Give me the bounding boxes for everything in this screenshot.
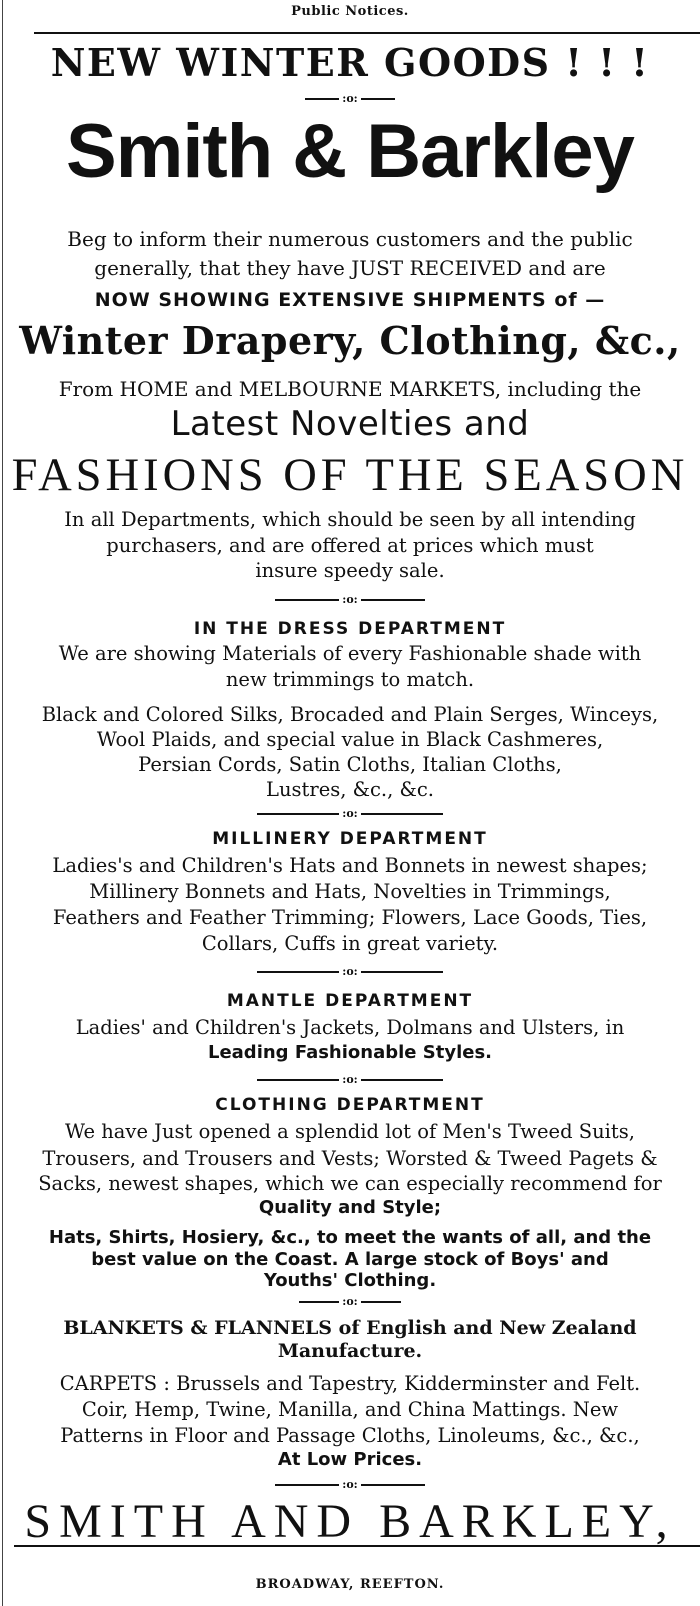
novelties-line: Latest Novelties and <box>170 404 530 444</box>
separator: :o: <box>10 1296 690 1308</box>
carpets-line: At Low Prices. <box>277 1449 423 1470</box>
dress-line: Persian Cords, Satin Cloths, Italian Cloths, <box>138 753 562 776</box>
dress-department-heading: IN THE DRESS DEPARTMENT <box>193 619 507 639</box>
carpets-line: CARPETS : Brussels and Tapestry, Kidderminster and Felt. <box>59 1372 641 1395</box>
separator: :o: <box>10 808 690 820</box>
separator: :o: <box>10 1479 690 1491</box>
headline: NEW WINTER GOODS ! ! ! <box>50 40 650 85</box>
millinery-line: Collars, Cuffs in great variety. <box>201 932 499 955</box>
mantle-line: Ladies' and Children's Jackets, Dolmans and Ulsters, in <box>75 1016 625 1039</box>
departments-intro-3: insure speedy sale. <box>255 559 445 582</box>
carpets-line: Patterns in Floor and Passage Cloths, Linoleums, &c., &c., <box>60 1424 640 1447</box>
separator: :o: <box>10 966 690 978</box>
dress-line: Lustres, &c., &c. <box>266 778 434 801</box>
dress-line: We are showing Materials of every Fashionable shade with <box>58 642 642 665</box>
column-rule <box>2 0 3 1606</box>
dress-line: Black and Colored Silks, Brocaded and Plain Serges, Winceys, <box>41 703 659 726</box>
millinery-line: Feathers and Feather Trimming; Flowers, Lace Goods, Ties, <box>52 906 648 929</box>
clothing-line: We have Just opened a splendid lot of Men's Tweed Suits, <box>65 1120 635 1143</box>
clothing-department-heading: CLOTHING DEPARTMENT <box>215 1095 485 1115</box>
section-header: Public Notices. <box>291 4 409 19</box>
dress-line: Wool Plaids, and special value in Black Cashmeres, <box>96 728 604 751</box>
mantle-line: Leading Fashionable Styles. <box>207 1042 493 1063</box>
departments-intro-1: In all Departments, which should be seen by all intending <box>64 508 636 531</box>
blankets-line: Manufacture. <box>277 1340 423 1362</box>
markets-line: From HOME and MELBOURNE MARKETS, including the <box>58 377 642 401</box>
brand-name: Smith & Barkley <box>66 109 634 194</box>
millinery-line: Ladies's and Children's Hats and Bonnets in newest shapes; <box>52 854 648 877</box>
signature: SMITH AND BARKLEY, <box>24 1495 676 1548</box>
millinery-line: Millinery Bonnets and Hats, Novelties in Trimmings, <box>89 880 611 903</box>
top-divider <box>34 32 700 34</box>
showing-line: NOW SHOWING EXTENSIVE SHIPMENTS of — <box>94 289 606 311</box>
clothing-line: Quality and Style; <box>258 1197 442 1218</box>
millinery-department-heading: MILLINERY DEPARTMENT <box>212 829 488 849</box>
carpets-line: Coir, Hemp, Twine, Manilla, and China Mattings. New <box>81 1398 619 1421</box>
clothing-line: best value on the Coast. A large stock of Boys' and <box>91 1249 609 1270</box>
mantle-department-heading: MANTLE DEPARTMENT <box>226 991 474 1011</box>
clothing-line: Hats, Shirts, Hosiery, &c., to meet the wants of all, and the <box>48 1227 652 1248</box>
dress-line: new trimmings to match. <box>225 668 475 691</box>
fashions-line: FASHIONS OF THE SEASON <box>11 450 689 501</box>
drapery-line: Winter Drapery, Clothing, &c., <box>19 318 681 363</box>
separator: :o: <box>10 1074 690 1086</box>
departments-intro-2: purchasers, and are offered at prices which must <box>106 534 594 557</box>
clothing-line: Youths' Clothing. <box>263 1270 437 1291</box>
address: BROADWAY, REEFTON. <box>255 1577 445 1592</box>
clothing-line: Trousers, and Trousers and Vests; Worsted & Tweed Pagets & <box>42 1147 658 1170</box>
clothing-line: Sacks, newest shapes, which we can especially recommend for <box>38 1172 662 1195</box>
blankets-line: BLANKETS & FLANNELS of English and New Zealand <box>63 1317 637 1339</box>
separator: :o: <box>10 594 690 606</box>
intro-line-1: Beg to inform their numerous customers and the public <box>67 227 633 251</box>
separator: :o: <box>10 93 690 105</box>
intro-line-2: generally, that they have JUST RECEIVED and are <box>94 256 606 280</box>
